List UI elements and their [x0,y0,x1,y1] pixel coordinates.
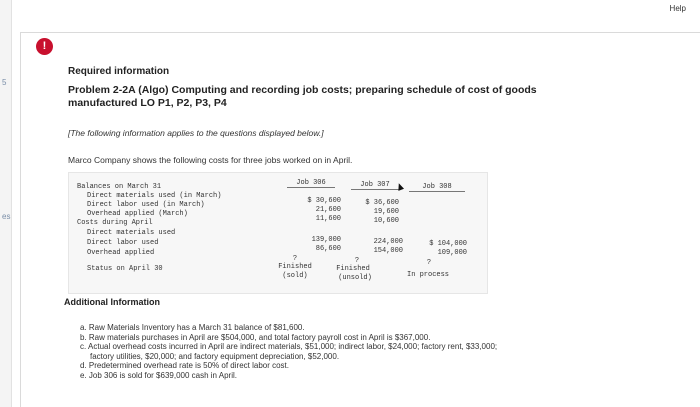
alert-icon: ! [36,38,53,55]
job307-dl: 154,000 [373,247,403,255]
left-panel-edge [0,0,12,407]
job306-status: Finished [278,263,312,271]
additional-info-heading: Additional Information [64,297,160,307]
additional-info-list [80,323,680,380]
info-item-e: e. Job 306 is sold for $639,000 cash in April. [80,370,237,380]
job307-dm: 224,000 [373,238,403,246]
job306-dm: 139,000 [311,236,341,244]
job308-dl: 109,000 [437,249,467,257]
edge-mark-mid: es [2,212,11,221]
label-dm-march: Direct materials used (in March) [87,192,222,200]
job307-oh: ? [354,257,360,265]
label-costs-april: Costs during April [77,219,153,227]
job306-dl: 86,600 [315,245,341,253]
edge-mark-top: 5 [2,78,7,87]
job307-status-sub: (unsold) [338,274,372,282]
label-dl-march: Direct labor used (in March) [87,201,205,209]
label-balances: Balances on March 31 [77,183,162,191]
info-item-d: d. Predetermined overhead rate is 50% of direct labor cost. [80,361,289,370]
header-job-306: Job 306 [287,179,335,188]
job308-oh: ? [426,259,432,267]
intro-text: Marco Company shows the following costs for three jobs worked on in April. [68,155,353,165]
job307-oh-march: 10,600 [373,217,399,225]
job307-status: Finished [336,265,370,273]
info-note: [The following information applies to the questions displayed below.] [68,128,324,138]
job308-dm: $ 104,000 [429,240,467,248]
header-job-308: Job 308 [409,183,465,192]
header-job-307: Job 307 [351,181,399,190]
job308-status: In process [407,271,450,279]
job307-dl-march: 19,600 [373,208,399,216]
job306-dl-march: 21,600 [315,206,341,214]
label-status: Status on April 30 [87,265,163,273]
label-oh-march: Overhead applied (March) [87,210,188,218]
info-item-a: a. Raw Materials Inventory has a March 31 balance of $81,600. [80,323,305,332]
mouse-cursor-icon [396,182,404,191]
job306-status-sub: (sold) [282,272,308,280]
required-info-heading: Required information [68,66,170,77]
job306-dm-march: $ 30,600 [307,197,341,205]
job-cost-table [68,172,488,294]
job306-oh: ? [292,255,298,263]
info-item-c-continued: factory utilities, $20,000; and factory equipment depreciation, $52,000. [90,351,340,361]
label-dl: Direct labor used [87,239,159,247]
label-oh: Overhead applied [87,249,155,257]
job306-oh-march: 11,600 [315,215,341,223]
info-item-b: b. Raw materials purchases in April are $504,000, and total factory payroll cost in April is $367,000. [80,332,431,342]
help-link[interactable]: Help [669,4,686,13]
label-dm: Direct materials used [87,229,176,237]
job307-dm-march: $ 36,600 [365,199,399,207]
info-item-c: c. Actual overhead costs incurred in April are indirect materials, $51,000; indirect labor, $24,000; factory rent, $33,000; [80,342,498,351]
problem-title: Problem 2-2A (Algo) Computing and recording job costs; preparing schedule of cost of goods manufactured LO P1, P2, P3, P4 [68,84,537,109]
